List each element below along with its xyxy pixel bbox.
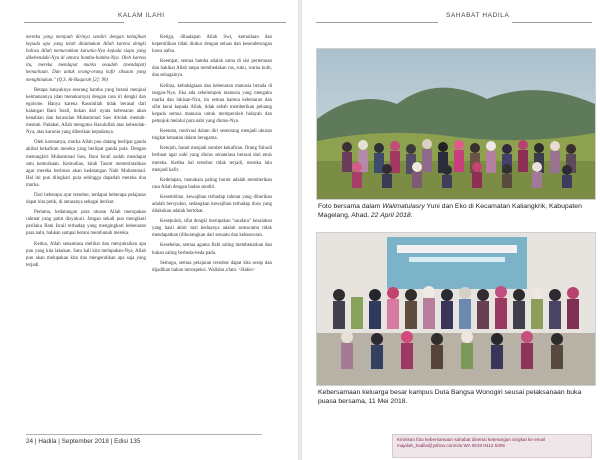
photo-campus-illustration [317, 233, 595, 385]
article-column-1 [26, 34, 146, 272]
photo-campus-caption: Kebersamaan keluarga besar kampus Duta Bangsa Wonogiri seusai pelaksanaan buka puasa bersama, 11 Mei 2018. [318, 389, 582, 405]
paragraph: mereka yang menjauh dirinya sendiri dengan kebajikan kepada apa yang telah dinamakan Allah karena dengki bahwa Allah menurunkan karunia-Nya kepada siapa yang dikehendaki-Nya di antara hamba-hamba-Nya. Oleh karena itu, mereka mendapat murka sesudah (mendapat) kemurkaan. Dan untuk orang-orang kafir siksaan yang menghinakan." (Q.S. Al-Baqarah [2]: 90) [26, 35, 146, 83]
header-rule-left-b [178, 22, 286, 23]
paragraph: Kesepuluh, sifat dengki merupakan "saudara" kesalahan yang hasil akhir dari keduanya adalah semacamu tidak mendapatkan (dikurangkan dari sesuatu dan kehancuran. [152, 219, 272, 239]
paragraph: Kesebelas, semua agama Ilahi saling membenarkan dan bukan saling berbeda-beda pada. [152, 243, 272, 256]
paragraph: Pertama, kedatangan para utusan Allah merupakan rahmat yang patut disyukuri. Jangan sekali pun mengikuti perilaku Bani Israil terhadap yang mengingkari kebenaran para nabi, bahkan sampai berani membunuh mereka. [26, 210, 146, 237]
running-head-right: SAHABAT HADILA [446, 12, 510, 19]
paragraph: Betapa banyaknya seorang hamba yang berani menjual keimanannya (dan menukarnya) dengan rasa iri dengki dan egoisme. Hanya karena Rasulullah tidak berasal dari kalangan Bani Israil, bukan dari nyata kebenaran akan kenabian dan kerasulan Muhammad Saw ditolak mentah-mentah. Padahal, Allah mengutus Rasulullah atas kehendak-Nya, atas karunia yang diberikan kepadanya. [26, 87, 146, 136]
photo-mountain-group [316, 48, 596, 200]
paragraph: Kesembilan, kewajiban terhadap rahmat yang diberikan adalah bersyukur, sedangkan kewajiban terhadap dosa yang dilakukan adalah bertobat. [152, 194, 272, 215]
paragraph: Dari beberapa ayat tersebut, terdapat beberapa pelajaran dapat kita petik, di antaranya sebagai berikut. [26, 192, 146, 206]
running-head-left: KALAM ILAHI [118, 12, 165, 19]
paragraph: Ketujuh, hasad menjadi sumber kekafiran. Orang Yahudi berbuat agar nabi yang diutus senantiasa berasal dari etnis mereka. Ketika hal tersebut tidak terjadi, mereka lalu menjadi kafir. [152, 146, 272, 173]
caption-text: Yuni dan Eko di Kecamatan Kaliangkrik, Kabupaten Magelang, Ahad, [318, 203, 582, 219]
photo-mountain-illustration [317, 49, 595, 199]
header-rule-right-a [316, 22, 438, 23]
header-rule-left-a [24, 22, 124, 23]
send-photo-box: Kirimkan foto kebersamaan sahabat disertai keterangan singkat ke email majalah_hadila@yahoo.com/via WA 0819 0412 5306 [392, 434, 592, 458]
article-column-2 [152, 34, 272, 277]
caption-emphasis: Walimatulasry [382, 203, 425, 210]
paragraph: Kelima, kebahagiaan dan kebenaran manusia berada di tangan-Nya. Jika ada sekelompok manusia yang mengaku marka dan lukisan-Nya, itu semua karena kebenaran dan sifat kerai kepada Allah, tidak sebab memberikan peluang kepada semua manusia untuk memperoleh hidayah dan petunjuk melalui para nabi yang diutus-Nya. [152, 83, 272, 125]
paragraph: Keempat, semua hamba adalah sama di sisi pertemuan dan hakikat Allah tanpa membedakan ras, suku, warna kulit, dan sebagainya. [152, 59, 272, 79]
paragraph: Kedua, Allah senantiasa melihat dan menyaksikan apa pun yang kita lakukan. Satu kali kita melupakan-Nya, Allah pun akan melupakan kita dan mengerahkan apa saja yang terjadi. [26, 241, 146, 268]
photo-mountain-caption [318, 202, 594, 220]
paragraph: Oleh karenanya, murka Allah pun datang berlipat ganda akibat kekafiran mereka yang berlipat ganda pula. Dengan menungkiri Muhammad Saw, Bani Israil sudah mendapat satu kemurkaan. Kemudian, kitab Taurat memerintahkan agar mereka beriman akan kedatangan Nabi Muhammad. Hal ini pun diingkari pula sehingga dapatlah mereka dua murka. [26, 140, 146, 188]
photo-campus-group [316, 232, 596, 386]
paragraph: Ketiga, dihadapan Allah Swt, kemuliaan dan kepemilikan tidak diukur dengan seluas dan kesenderungan hawa nafsu. [152, 35, 272, 55]
paragraph: Kedelapan, manakala paling buruk adalah memberikan rasa Allah dengan badan sendiri. [152, 177, 272, 190]
paragraph: Semoga, semua pelajaran tersebut dapat kita serap dan dijadikan bahan introspeksi. Wallahu a'lam. <Habis> [152, 260, 272, 273]
paragraph: Keenam, motivasi dalam diri seseorang menjadi ukuran tingkat ketaatan dalam beragama. [152, 129, 272, 142]
right-page [304, 0, 600, 460]
left-page [0, 0, 296, 460]
header-rule-right-b [512, 22, 592, 23]
footer-rule [26, 434, 262, 435]
caption-date: 22 April 2018. [370, 212, 413, 219]
caption-text: Foto bersama dalam [318, 203, 383, 210]
page-footer: 24 | Hadila | September 2018 | Edisi 135 [26, 438, 141, 445]
page-gutter [298, 0, 302, 460]
